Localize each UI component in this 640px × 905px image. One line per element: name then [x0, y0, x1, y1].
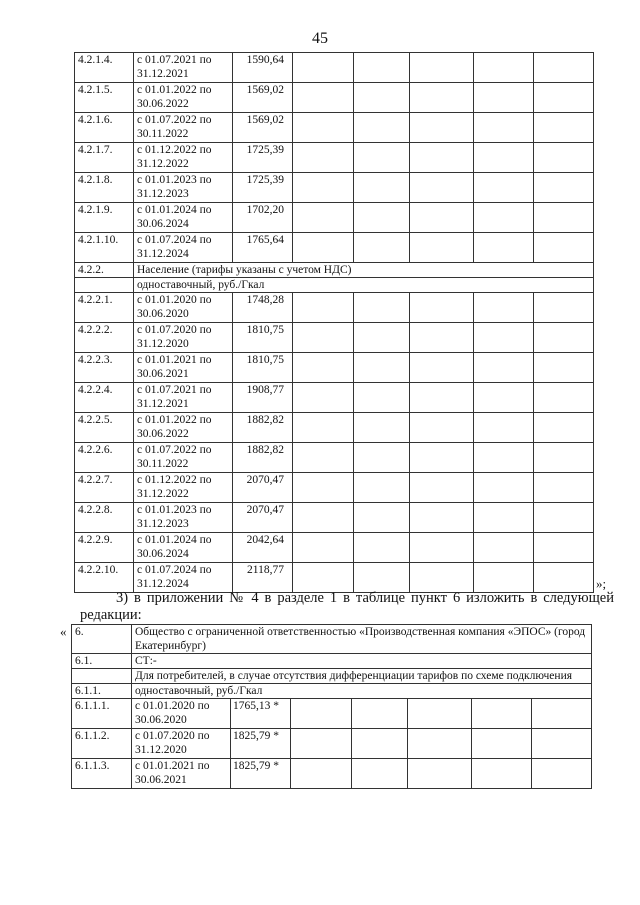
empty-cell	[410, 173, 474, 203]
table-row	[75, 533, 594, 563]
empty-cell	[410, 53, 474, 83]
row-value: 1882,82	[233, 443, 293, 473]
row-code: 4.2.1.5.	[75, 83, 134, 113]
row-period: с 01.01.2023 по 31.12.2023	[134, 173, 233, 203]
empty-cell	[354, 383, 410, 413]
empty-cell	[474, 383, 534, 413]
row-code: 4.2.2.4.	[75, 383, 134, 413]
row-period: с 01.01.2020 по 30.06.2020	[132, 699, 231, 729]
empty-cell	[293, 83, 354, 113]
empty-cell	[474, 203, 534, 233]
row-value: 1810,75	[233, 323, 293, 353]
row-period: с 01.07.2022 по 30.11.2022	[134, 443, 233, 473]
empty-cell	[352, 699, 408, 729]
row-code: 4.2.1.6.	[75, 113, 134, 143]
amendment-paragraph: 3) в приложении № 4 в разделе 1 в таблице пункт 6 изложить в следующей редакции:	[80, 590, 614, 623]
row-value: 1765,13 *	[231, 699, 291, 729]
empty-cell	[474, 53, 534, 83]
table-row	[75, 323, 594, 353]
row-code: 6.1.1.3.	[72, 759, 132, 789]
empty-cell	[532, 729, 592, 759]
empty-cell	[354, 203, 410, 233]
empty-cell	[354, 113, 410, 143]
table-row	[72, 699, 592, 729]
empty-cell	[293, 53, 354, 83]
empty-cell	[410, 413, 474, 443]
empty-cell	[534, 413, 594, 443]
empty-cell	[534, 323, 594, 353]
empty-cell	[410, 503, 474, 533]
table-row	[72, 684, 592, 699]
row-code: 4.2.2.8.	[75, 503, 134, 533]
empty-cell	[293, 233, 354, 263]
row-value: 1765,64	[233, 233, 293, 263]
empty-cell	[474, 413, 534, 443]
empty-cell	[534, 113, 594, 143]
empty-cell	[534, 443, 594, 473]
empty-cell	[532, 759, 592, 789]
empty-cell	[474, 443, 534, 473]
section-heading: СТ:-	[132, 654, 592, 669]
table-row	[75, 143, 594, 173]
empty-cell	[534, 533, 594, 563]
row-code: 6.1.1.	[72, 684, 132, 699]
table-row	[75, 563, 594, 593]
closing-quote: »;	[596, 576, 607, 591]
row-period: с 01.12.2022 по 31.12.2022	[134, 143, 233, 173]
table-row	[75, 443, 594, 473]
table-row	[75, 203, 594, 233]
row-code: 4.2.2.10.	[75, 563, 134, 593]
row-value: 1748,28	[233, 293, 293, 323]
empty-cell	[293, 443, 354, 473]
empty-cell	[410, 203, 474, 233]
empty-cell	[474, 293, 534, 323]
empty-cell	[534, 473, 594, 503]
row-code	[75, 278, 134, 293]
row-period: с 01.01.2022 по 30.06.2022	[134, 83, 233, 113]
table-row	[75, 278, 594, 293]
empty-cell	[291, 759, 352, 789]
row-period: с 01.07.2024 по 31.12.2024	[134, 233, 233, 263]
row-period: с 01.01.2021 по 30.06.2021	[132, 759, 231, 789]
row-code	[72, 669, 132, 684]
row-value: 1569,02	[233, 113, 293, 143]
empty-cell	[410, 113, 474, 143]
row-value: 2118,77	[233, 563, 293, 593]
table-row	[75, 383, 594, 413]
empty-cell	[354, 83, 410, 113]
row-value: 1702,20	[233, 203, 293, 233]
section-subheading: одноставочный, руб./Гкал	[134, 278, 594, 293]
empty-cell	[293, 143, 354, 173]
empty-cell	[410, 233, 474, 263]
table-row	[75, 353, 594, 383]
table-row	[75, 233, 594, 263]
empty-cell	[293, 203, 354, 233]
empty-cell	[534, 203, 594, 233]
empty-cell	[534, 53, 594, 83]
empty-cell	[532, 699, 592, 729]
table-row	[72, 625, 592, 654]
table-row	[75, 113, 594, 143]
empty-cell	[293, 173, 354, 203]
row-code: 4.2.1.7.	[75, 143, 134, 173]
empty-cell	[354, 413, 410, 443]
empty-cell	[474, 83, 534, 113]
table-row	[75, 173, 594, 203]
empty-cell	[354, 293, 410, 323]
row-code: 4.2.1.9.	[75, 203, 134, 233]
row-period: с 01.07.2020 по 31.12.2020	[134, 323, 233, 353]
empty-cell	[472, 699, 532, 729]
empty-cell	[293, 353, 354, 383]
empty-cell	[352, 759, 408, 789]
row-code: 4.2.1.4.	[75, 53, 134, 83]
row-value: 2042,64	[233, 533, 293, 563]
empty-cell	[534, 383, 594, 413]
empty-cell	[354, 353, 410, 383]
empty-cell	[534, 143, 594, 173]
empty-cell	[534, 83, 594, 113]
empty-cell	[354, 503, 410, 533]
empty-cell	[293, 473, 354, 503]
empty-cell	[293, 383, 354, 413]
row-value: 1825,79 *	[231, 729, 291, 759]
empty-cell	[293, 413, 354, 443]
empty-cell	[474, 233, 534, 263]
opening-quote: «	[60, 624, 67, 639]
row-period: с 01.07.2020 по 31.12.2020	[132, 729, 231, 759]
tariff-table-continued	[74, 52, 594, 593]
row-period: с 01.01.2024 по 30.06.2024	[134, 533, 233, 563]
empty-cell	[534, 173, 594, 203]
empty-cell	[474, 503, 534, 533]
empty-cell	[352, 729, 408, 759]
row-period: с 01.12.2022 по 31.12.2022	[134, 473, 233, 503]
row-period: с 01.01.2024 по 30.06.2024	[134, 203, 233, 233]
row-period: с 01.07.2021 по 31.12.2021	[134, 383, 233, 413]
row-code: 4.2.2.3.	[75, 353, 134, 383]
table-row	[75, 503, 594, 533]
empty-cell	[410, 563, 474, 593]
empty-cell	[293, 323, 354, 353]
table-row	[75, 473, 594, 503]
empty-cell	[354, 233, 410, 263]
row-code: 4.2.2.5.	[75, 413, 134, 443]
empty-cell	[408, 699, 472, 729]
page-number: 45	[312, 30, 328, 47]
row-period: с 01.01.2022 по 30.06.2022	[134, 413, 233, 443]
empty-cell	[410, 533, 474, 563]
row-value: 2070,47	[233, 473, 293, 503]
empty-cell	[354, 173, 410, 203]
empty-cell	[354, 533, 410, 563]
row-code: 4.2.2.9.	[75, 533, 134, 563]
row-value: 1825,79 *	[231, 759, 291, 789]
row-code: 4.2.2.1.	[75, 293, 134, 323]
empty-cell	[474, 323, 534, 353]
row-value: 1882,82	[233, 413, 293, 443]
empty-cell	[410, 323, 474, 353]
section-heading: Население (тарифы указаны с учетом НДС)	[134, 263, 594, 278]
empty-cell	[410, 143, 474, 173]
row-code: 6.1.	[72, 654, 132, 669]
row-value: 1908,77	[233, 383, 293, 413]
empty-cell	[354, 563, 410, 593]
empty-cell	[472, 729, 532, 759]
empty-cell	[534, 563, 594, 593]
empty-cell	[293, 113, 354, 143]
empty-cell	[474, 173, 534, 203]
empty-cell	[410, 353, 474, 383]
empty-cell	[474, 563, 534, 593]
row-value: 1725,39	[233, 173, 293, 203]
table-row	[72, 729, 592, 759]
row-code: 4.2.1.10.	[75, 233, 134, 263]
empty-cell	[474, 533, 534, 563]
empty-cell	[410, 443, 474, 473]
row-period: с 01.07.2024 по 31.12.2024	[134, 563, 233, 593]
empty-cell	[410, 383, 474, 413]
row-value: 1569,02	[233, 83, 293, 113]
empty-cell	[354, 443, 410, 473]
row-code: 4.2.2.6.	[75, 443, 134, 473]
empty-cell	[408, 729, 472, 759]
row-code: 6.	[72, 625, 132, 654]
empty-cell	[293, 503, 354, 533]
row-code: 4.2.2.7.	[75, 473, 134, 503]
row-code: 4.2.2.2.	[75, 323, 134, 353]
empty-cell	[354, 473, 410, 503]
tariff-table-epos	[71, 624, 592, 789]
empty-cell	[291, 729, 352, 759]
row-value: 1590,64	[233, 53, 293, 83]
empty-cell	[474, 473, 534, 503]
empty-cell	[410, 83, 474, 113]
empty-cell	[474, 353, 534, 383]
row-period: с 01.01.2021 по 30.06.2021	[134, 353, 233, 383]
section-heading: Общество с ограниченной ответственностью «Производственная компания «ЭПОС» (город Екатеринбург)	[132, 625, 592, 654]
table-row	[75, 53, 594, 83]
row-code: 4.2.1.8.	[75, 173, 134, 203]
table-row	[72, 654, 592, 669]
empty-cell	[534, 233, 594, 263]
empty-cell	[534, 293, 594, 323]
empty-cell	[293, 533, 354, 563]
table-row	[75, 263, 594, 278]
row-period: с 01.01.2023 по 31.12.2023	[134, 503, 233, 533]
row-code: 6.1.1.1.	[72, 699, 132, 729]
empty-cell	[293, 563, 354, 593]
empty-cell	[534, 503, 594, 533]
empty-cell	[474, 143, 534, 173]
table-row	[75, 293, 594, 323]
empty-cell	[410, 293, 474, 323]
row-period: с 01.01.2020 по 30.06.2020	[134, 293, 233, 323]
empty-cell	[472, 759, 532, 789]
row-code: 4.2.2.	[75, 263, 134, 278]
empty-cell	[354, 323, 410, 353]
row-value: 1725,39	[233, 143, 293, 173]
row-value: 1810,75	[233, 353, 293, 383]
empty-cell	[408, 759, 472, 789]
empty-cell	[291, 699, 352, 729]
empty-cell	[474, 113, 534, 143]
row-code: 6.1.1.2.	[72, 729, 132, 759]
section-subheading: Для потребителей, в случае отсутствия дифференциации тарифов по схеме подключения	[132, 669, 592, 684]
table-row	[72, 759, 592, 789]
empty-cell	[534, 353, 594, 383]
row-period: с 01.07.2021 по 31.12.2021	[134, 53, 233, 83]
empty-cell	[293, 293, 354, 323]
empty-cell	[410, 473, 474, 503]
row-value: 2070,47	[233, 503, 293, 533]
table-row	[75, 413, 594, 443]
table-row	[72, 669, 592, 684]
section-heading: одноставочный, руб./Гкал	[132, 684, 592, 699]
row-period: с 01.07.2022 по 30.11.2022	[134, 113, 233, 143]
table-row	[75, 83, 594, 113]
empty-cell	[354, 143, 410, 173]
empty-cell	[354, 53, 410, 83]
